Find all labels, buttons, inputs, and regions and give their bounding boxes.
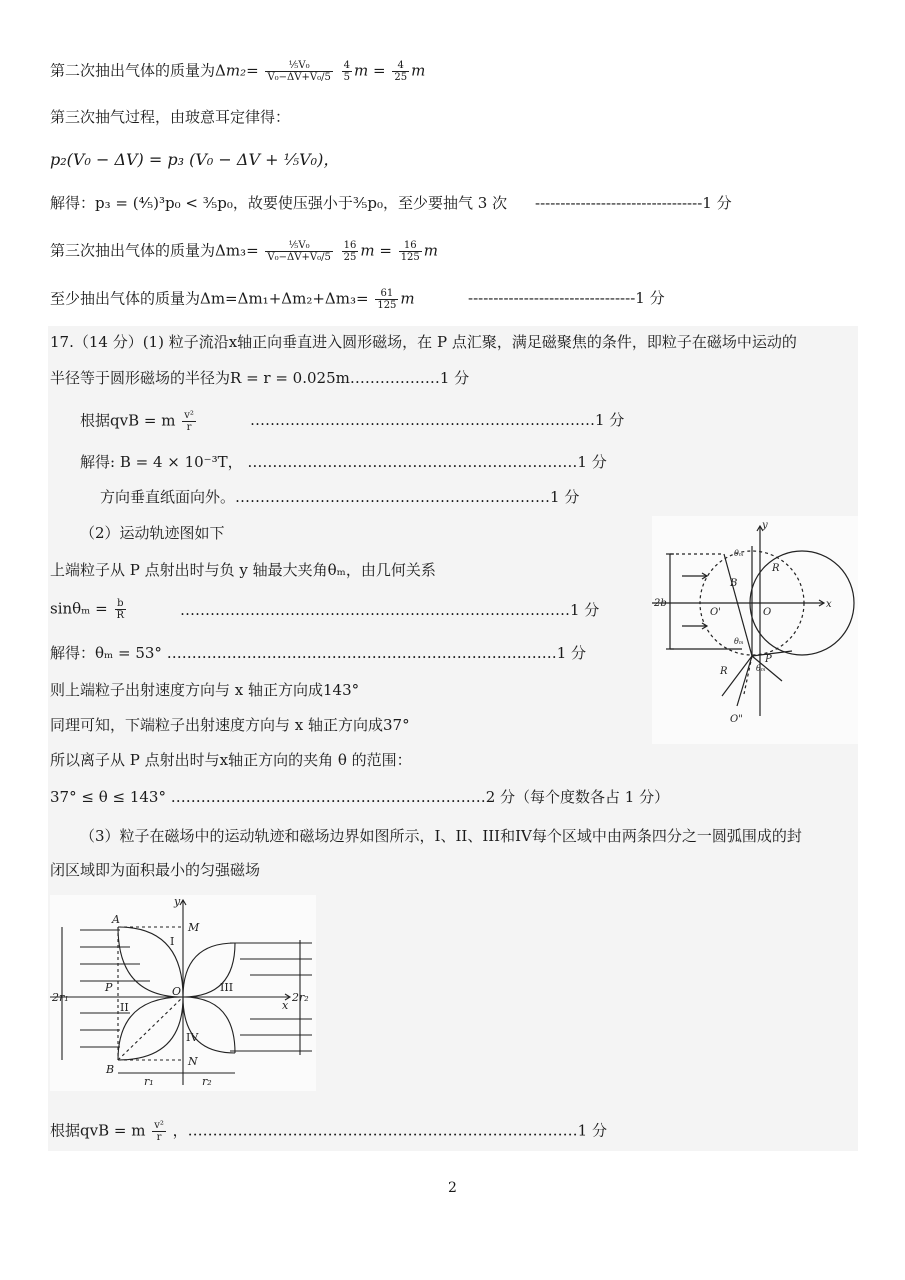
label-theta-m: θₘ <box>734 549 744 558</box>
text-line: 17.（14 分）(1) 粒子流沿x轴正向垂直进入圆形磁场，在 P 点汇聚，满足磁聚焦的条件，即粒子在磁场中运动的 <box>50 333 797 351</box>
fig2-axis-x: x <box>282 999 289 1012</box>
score-leader: ……………………………………………………………1 分 <box>250 411 625 429</box>
text-line: 37° ≤ θ ≤ 143° ………………………………………………………2 分（每个度数各占 1 分） <box>50 788 670 806</box>
text-line: 所以离子从 P 点射出时与x轴正方向的夹角 θ 的范围： <box>50 751 412 769</box>
figure-2-svg <box>50 895 316 1091</box>
label-O-double-prime: O" <box>730 714 743 725</box>
text-line: 同理可知，下端粒子出射速度方向与 x 轴正方向成37° <box>50 716 410 734</box>
text-line: 第二次抽出气体的质量为Δm₂= $\frac{\text{⅕V₀}}{\text{V₀−ΔV+V₀/5}}$ $\frac{4}{5}$ m = $\frac{4}{25}$ m <box>50 60 426 83</box>
text-line: 解得：θₘ = 53° ……………………………………………………………………1 分 <box>50 644 587 662</box>
label-O: O <box>763 607 772 618</box>
fig2-region-IV: IV <box>186 1031 199 1044</box>
score-leader: ……………………………………………………………………1 分 <box>180 601 600 619</box>
fig2-axis-y: y <box>174 895 181 908</box>
equation-line: p₂(V₀ − ΔV) = p₃ (V₀ − ΔV + ⅕V₀)， <box>50 150 340 169</box>
fig2-label-A: A <box>112 913 120 926</box>
label-O-prime: O' <box>710 607 721 618</box>
text-line: 根据qvB = m $\frac{\text{v²}}{r}$ ，……………………………………………………………………1 分 <box>50 1120 607 1143</box>
trajectory-figure-2 <box>50 895 316 1091</box>
label-theta-m-3: θₘ <box>756 664 766 673</box>
fig2-label-r1: r₁ <box>144 1075 154 1088</box>
fig2-label-M: M <box>188 921 200 934</box>
text-line: sinθₘ = $\frac{b}{R}$ <box>50 598 125 621</box>
text-line: 闭区域即为面积最小的匀强磁场 <box>50 861 261 879</box>
text-line: 第三次抽气过程，由玻意耳定律得： <box>50 108 291 126</box>
page-number: 2 <box>448 1180 457 1196</box>
label-R: R <box>772 563 780 574</box>
label-2b: 2b <box>654 598 667 609</box>
text-line: 方向垂直纸面向外。………………………………………………………1 分 <box>100 488 580 506</box>
axis-label-x: x <box>826 599 832 610</box>
text-line: 第三次抽出气体的质量为Δm₃= $\frac{\text{⅕V₀}}{\text{V₀−ΔV+V₀/5}}$ $\frac{16}{25}$ m = $\frac{16}{125}$ m <box>50 240 439 263</box>
text-line: 至少抽出气体的质量为Δm=Δm₁+Δm₂+Δm₃= $\frac{61}{125}$ m <box>50 288 415 311</box>
fig2-region-I: I <box>170 935 175 948</box>
fig2-region-III: III <box>220 981 234 994</box>
fig2-label-N: N <box>188 1055 198 1068</box>
score-leader: ---------------------------------1 分 <box>468 289 665 307</box>
fig2-label-P: P <box>105 981 113 994</box>
text-line: 半径等于圆形磁场的半径为R = r = 0.025m………………1 分 <box>50 369 470 387</box>
label-R2: R <box>720 666 728 677</box>
axis-label-y: y <box>762 520 768 531</box>
fig2-label-O: O <box>172 985 182 998</box>
text-line: 解得：p₃ = (⅘)³p₀ < ⅗p₀，故要使压强小于⅗p₀，至少要抽气 3 次 <box>50 194 508 212</box>
figure-1-svg <box>652 516 858 744</box>
text-line: （3）粒子在磁场中的运动轨迹和磁场边界如图所示，I、II、III和IV每个区域中由两条四分之一圆弧围成的封 <box>80 827 802 845</box>
label-B: B <box>730 578 738 589</box>
fig2-region-II: II <box>120 1001 129 1014</box>
text-line: 根据qvB = m $\frac{\text{v²}}{r}$ <box>80 410 194 433</box>
label-P: P <box>765 654 772 665</box>
text-line: （2）运动轨迹图如下 <box>80 524 225 542</box>
text-line: 解得: B = 4 × 10⁻³T， …………………………………………………………1 分 <box>80 453 607 471</box>
trajectory-figure-1 <box>652 516 858 744</box>
fig2-label-2r2: 2r₂ <box>292 991 309 1004</box>
text-line: 上端粒子从 P 点射出时与负 y 轴最大夹角θₘ，由几何关系 <box>50 561 436 579</box>
text-line: 则上端粒子出射速度方向与 x 轴正方向成143° <box>50 681 360 699</box>
fig2-label-B: B <box>106 1063 115 1076</box>
score-leader: ---------------------------------1 分 <box>535 194 732 212</box>
fig2-label-2r1: 2r₁ <box>52 991 69 1004</box>
label-theta-m-2: θₘ <box>734 637 744 646</box>
fig2-label-r2: r₂ <box>202 1075 212 1088</box>
